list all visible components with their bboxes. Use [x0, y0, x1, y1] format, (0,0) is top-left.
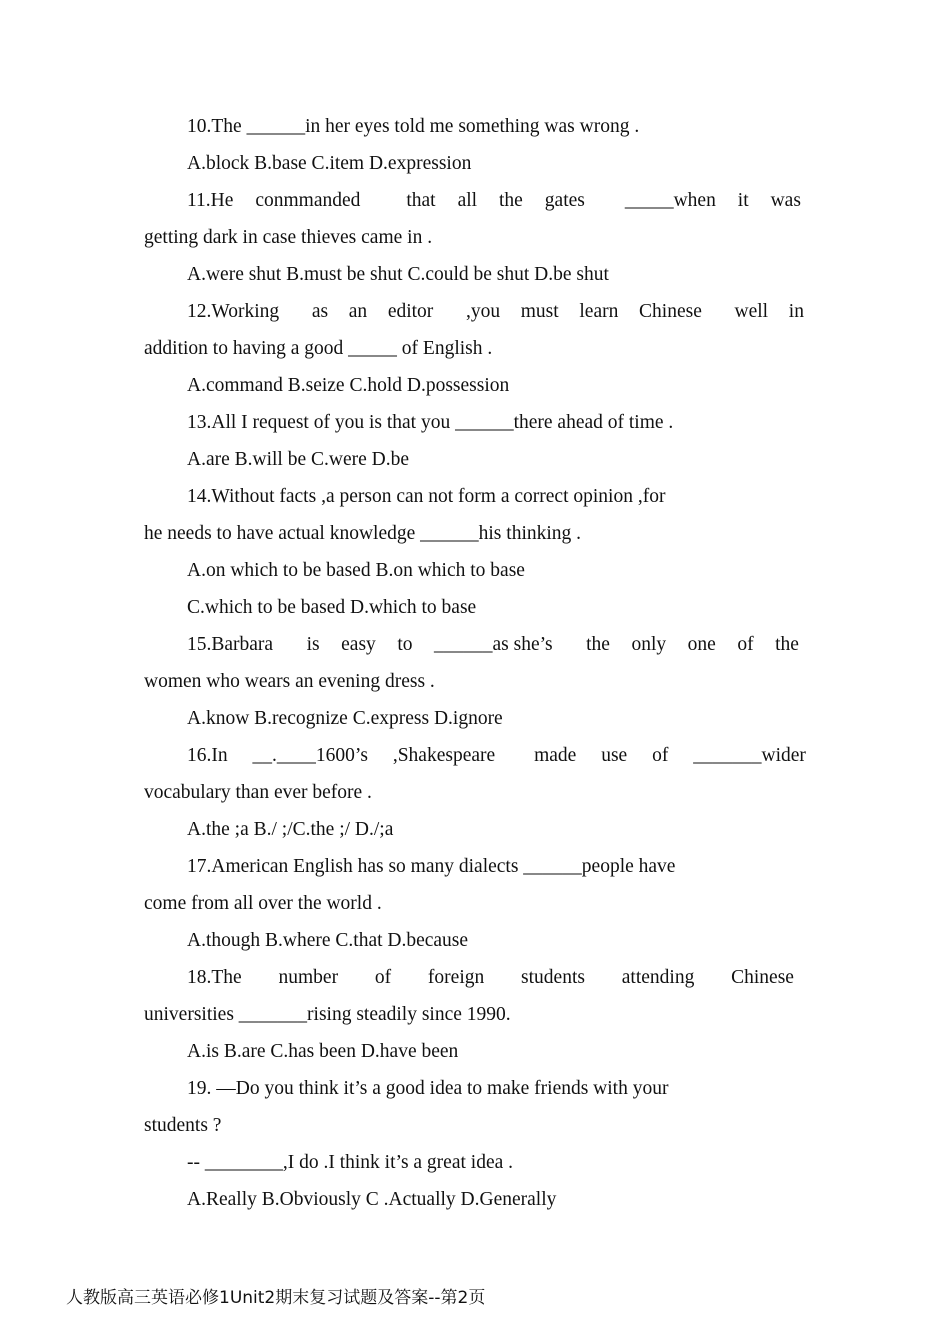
word: 15.Barbara [187, 634, 274, 655]
word: _______wider [693, 745, 806, 766]
question-12-stem [187, 299, 804, 325]
question-17-stem: 17.American English has so many dialects ______people have [187, 856, 676, 877]
word: _____when [624, 190, 716, 211]
question-15-options: A.know B.recognize C.express D.ignore [187, 708, 503, 729]
question-15-stem-continued: women who wears an evening dress . [144, 671, 435, 692]
question-16-stem-continued: vocabulary than ever before . [144, 782, 372, 803]
word: Chinese [639, 301, 702, 322]
question-19-reply: -- ________,I do .I think it’s a great idea . [187, 1152, 514, 1173]
question-14-stem: 14.Without facts ,a person can not form a correct opinion ,for [187, 486, 666, 507]
question-15-stem [187, 632, 799, 658]
word: as [311, 301, 329, 322]
question-12-options: A.command B.seize C.hold D.possession [187, 375, 510, 396]
word: easy [341, 634, 376, 655]
word: ,you [465, 301, 501, 322]
question-11-options: A.were shut B.must be shut C.could be shut D.be shut [187, 264, 609, 285]
question-16-options: A.the ;a B./ ;/C.the ;/ D./;a [187, 819, 394, 840]
word: editor [387, 301, 434, 322]
word: Chinese [731, 967, 794, 988]
question-17-stem-continued: come from all over the world . [144, 893, 382, 914]
word: of [652, 745, 669, 766]
question-18-stem [187, 965, 794, 991]
word: was [770, 190, 801, 211]
word: the [499, 190, 523, 211]
word: number [278, 967, 339, 988]
word: made [534, 745, 577, 766]
word: to [397, 634, 413, 655]
word: all [457, 190, 478, 211]
word: attending [621, 967, 695, 988]
word: gates [544, 190, 585, 211]
word: foreign [427, 967, 485, 988]
word: conmmanded [255, 190, 361, 211]
word: ______as she’s [434, 634, 553, 655]
word: is [306, 634, 320, 655]
word: of [374, 967, 392, 988]
question-11-stem [187, 188, 801, 214]
word: an [348, 301, 368, 322]
word: must [520, 301, 559, 322]
question-14-stem-continued: he needs to have actual knowledge ______his thinking . [144, 523, 582, 544]
question-16-stem [187, 743, 806, 769]
word: 18.The [187, 967, 242, 988]
word: __.____1600’s [252, 745, 368, 766]
word: it [737, 190, 749, 211]
question-19-options: A.Really B.Obviously C .Actually D.Generally [187, 1189, 557, 1210]
word: the [586, 634, 610, 655]
question-10-stem: 10.The ______in her eyes told me something was wrong . [187, 116, 640, 137]
word: well [734, 301, 769, 322]
word: the [775, 634, 799, 655]
question-19-stem: 19. —Do you think it’s a good idea to make friends with your [187, 1078, 669, 1099]
question-10-options: A.block B.base C.item D.expression [187, 153, 472, 174]
word: only [631, 634, 667, 655]
question-12-stem-continued: addition to having a good _____ of English . [144, 338, 493, 359]
question-18-stem-continued: universities _______rising steadily since 1990. [144, 1004, 511, 1025]
page-footer: 人教版高三英语必修1Unit2期末复习试题及答案--第2页 [66, 1288, 486, 1308]
word: students [521, 967, 585, 988]
word: of [737, 634, 754, 655]
question-11-stem-continued: getting dark in case thieves came in . [144, 227, 433, 248]
question-14-options-line-1: A.on which to be based B.on which to base [187, 560, 525, 581]
question-17-options: A.though B.where C.that D.because [187, 930, 469, 951]
word: use [601, 745, 628, 766]
word: one [687, 634, 716, 655]
question-19-stem-continued: students ? [144, 1115, 222, 1136]
word: ,Shakespeare [392, 745, 496, 766]
question-13-options: A.are B.will be C.were D.be [187, 449, 410, 470]
word: 12.Working [187, 301, 280, 322]
question-14-options-line-2: C.which to be based D.which to base [187, 597, 477, 618]
word: that [406, 190, 436, 211]
word: 16.In [187, 745, 228, 766]
word: learn [579, 301, 619, 322]
word: in [788, 301, 804, 322]
word: 11.He [187, 190, 234, 211]
question-13-stem: 13.All I request of you is that you ______there ahead of time . [187, 412, 674, 433]
question-18-options: A.is B.are C.has been D.have been [187, 1041, 459, 1062]
